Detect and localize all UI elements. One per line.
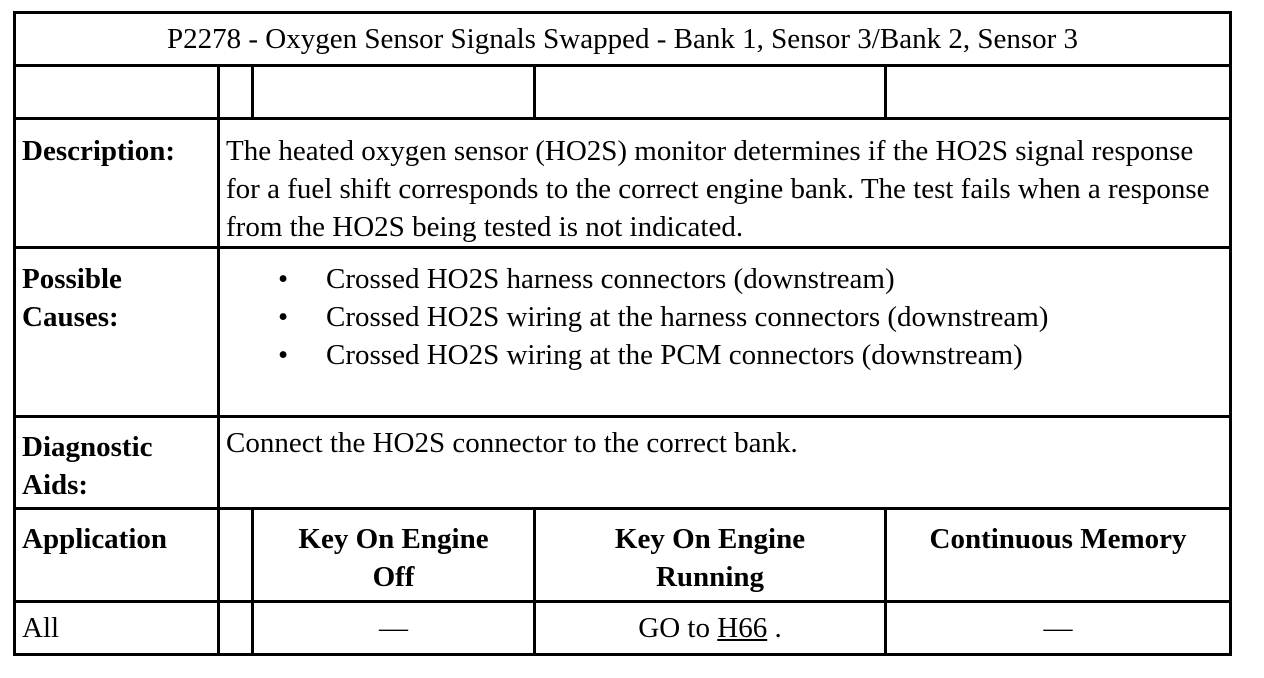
cause-text: Crossed HO2S wiring at the harness connectors (downstream) <box>326 301 1049 333</box>
koer-value <box>535 602 886 655</box>
koer-header-line2: Running <box>655 561 764 593</box>
empty-cell <box>219 66 253 119</box>
title-row <box>15 13 1231 66</box>
diagnostic-aids-label <box>15 417 219 509</box>
h66-link[interactable]: H66 <box>717 612 768 644</box>
continuous-memory-header: Continuous Memory <box>886 509 1231 602</box>
dtc-title: P2278 - Oxygen Sensor Signals Swapped - Bank 1, Sensor 3/Bank 2, Sensor 3 <box>15 13 1231 66</box>
description-text: The heated oxygen sensor (HO2S) monitor determines if the HO2S signal response for a fuel shift corresponds to the correct engine bank. The test fails when a response from the HO2S being tested is not indicated. <box>219 119 1231 248</box>
application-value: All <box>15 602 219 655</box>
diagnostic-aids-row <box>15 417 1231 509</box>
continuous-memory-value: — <box>886 602 1231 655</box>
koeo-header-line2: Off <box>372 561 415 593</box>
koer-suffix: . <box>767 612 782 644</box>
application-header-row <box>15 509 1231 602</box>
bullet-icon: • <box>278 339 289 371</box>
possible-causes-label-line2: Causes: <box>22 301 119 333</box>
empty-cell <box>535 66 886 119</box>
causes-list <box>226 260 1223 374</box>
empty-cell <box>219 602 253 655</box>
description-row <box>15 119 1231 248</box>
possible-causes-cell <box>219 248 1231 417</box>
koer-header <box>535 509 886 602</box>
empty-cell <box>219 509 253 602</box>
possible-causes-label-line1: Possible <box>22 263 122 295</box>
bullet-icon: • <box>278 301 289 333</box>
application-header: Application <box>15 509 219 602</box>
empty-cell <box>886 66 1231 119</box>
table-row <box>15 602 1231 655</box>
possible-causes-label <box>15 248 219 417</box>
diagnostic-aids-label-line1: Diagnostic <box>22 431 153 463</box>
cause-text: Crossed HO2S wiring at the PCM connectors (downstream) <box>326 339 1023 371</box>
koeo-header <box>253 509 535 602</box>
koer-header-line1: Key On Engine <box>614 523 806 555</box>
list-item <box>226 336 1223 374</box>
empty-cell <box>15 66 219 119</box>
list-item <box>226 260 1223 298</box>
list-item <box>226 298 1223 336</box>
diagnostic-aids-label-line2: Aids: <box>22 469 89 501</box>
bullet-icon: • <box>278 263 289 295</box>
cause-text: Crossed HO2S harness connectors (downstream) <box>326 263 895 295</box>
empty-cell <box>253 66 535 119</box>
possible-causes-row <box>15 248 1231 417</box>
dtc-table <box>13 11 1232 656</box>
diagnostic-aids-text: Connect the HO2S connector to the correct bank. <box>219 417 1231 509</box>
koeo-value: — <box>253 602 535 655</box>
koer-prefix: GO to <box>638 612 718 644</box>
description-label: Description: <box>15 119 219 248</box>
koeo-header-line1: Key On Engine <box>298 523 489 555</box>
spacer-row <box>15 66 1231 119</box>
